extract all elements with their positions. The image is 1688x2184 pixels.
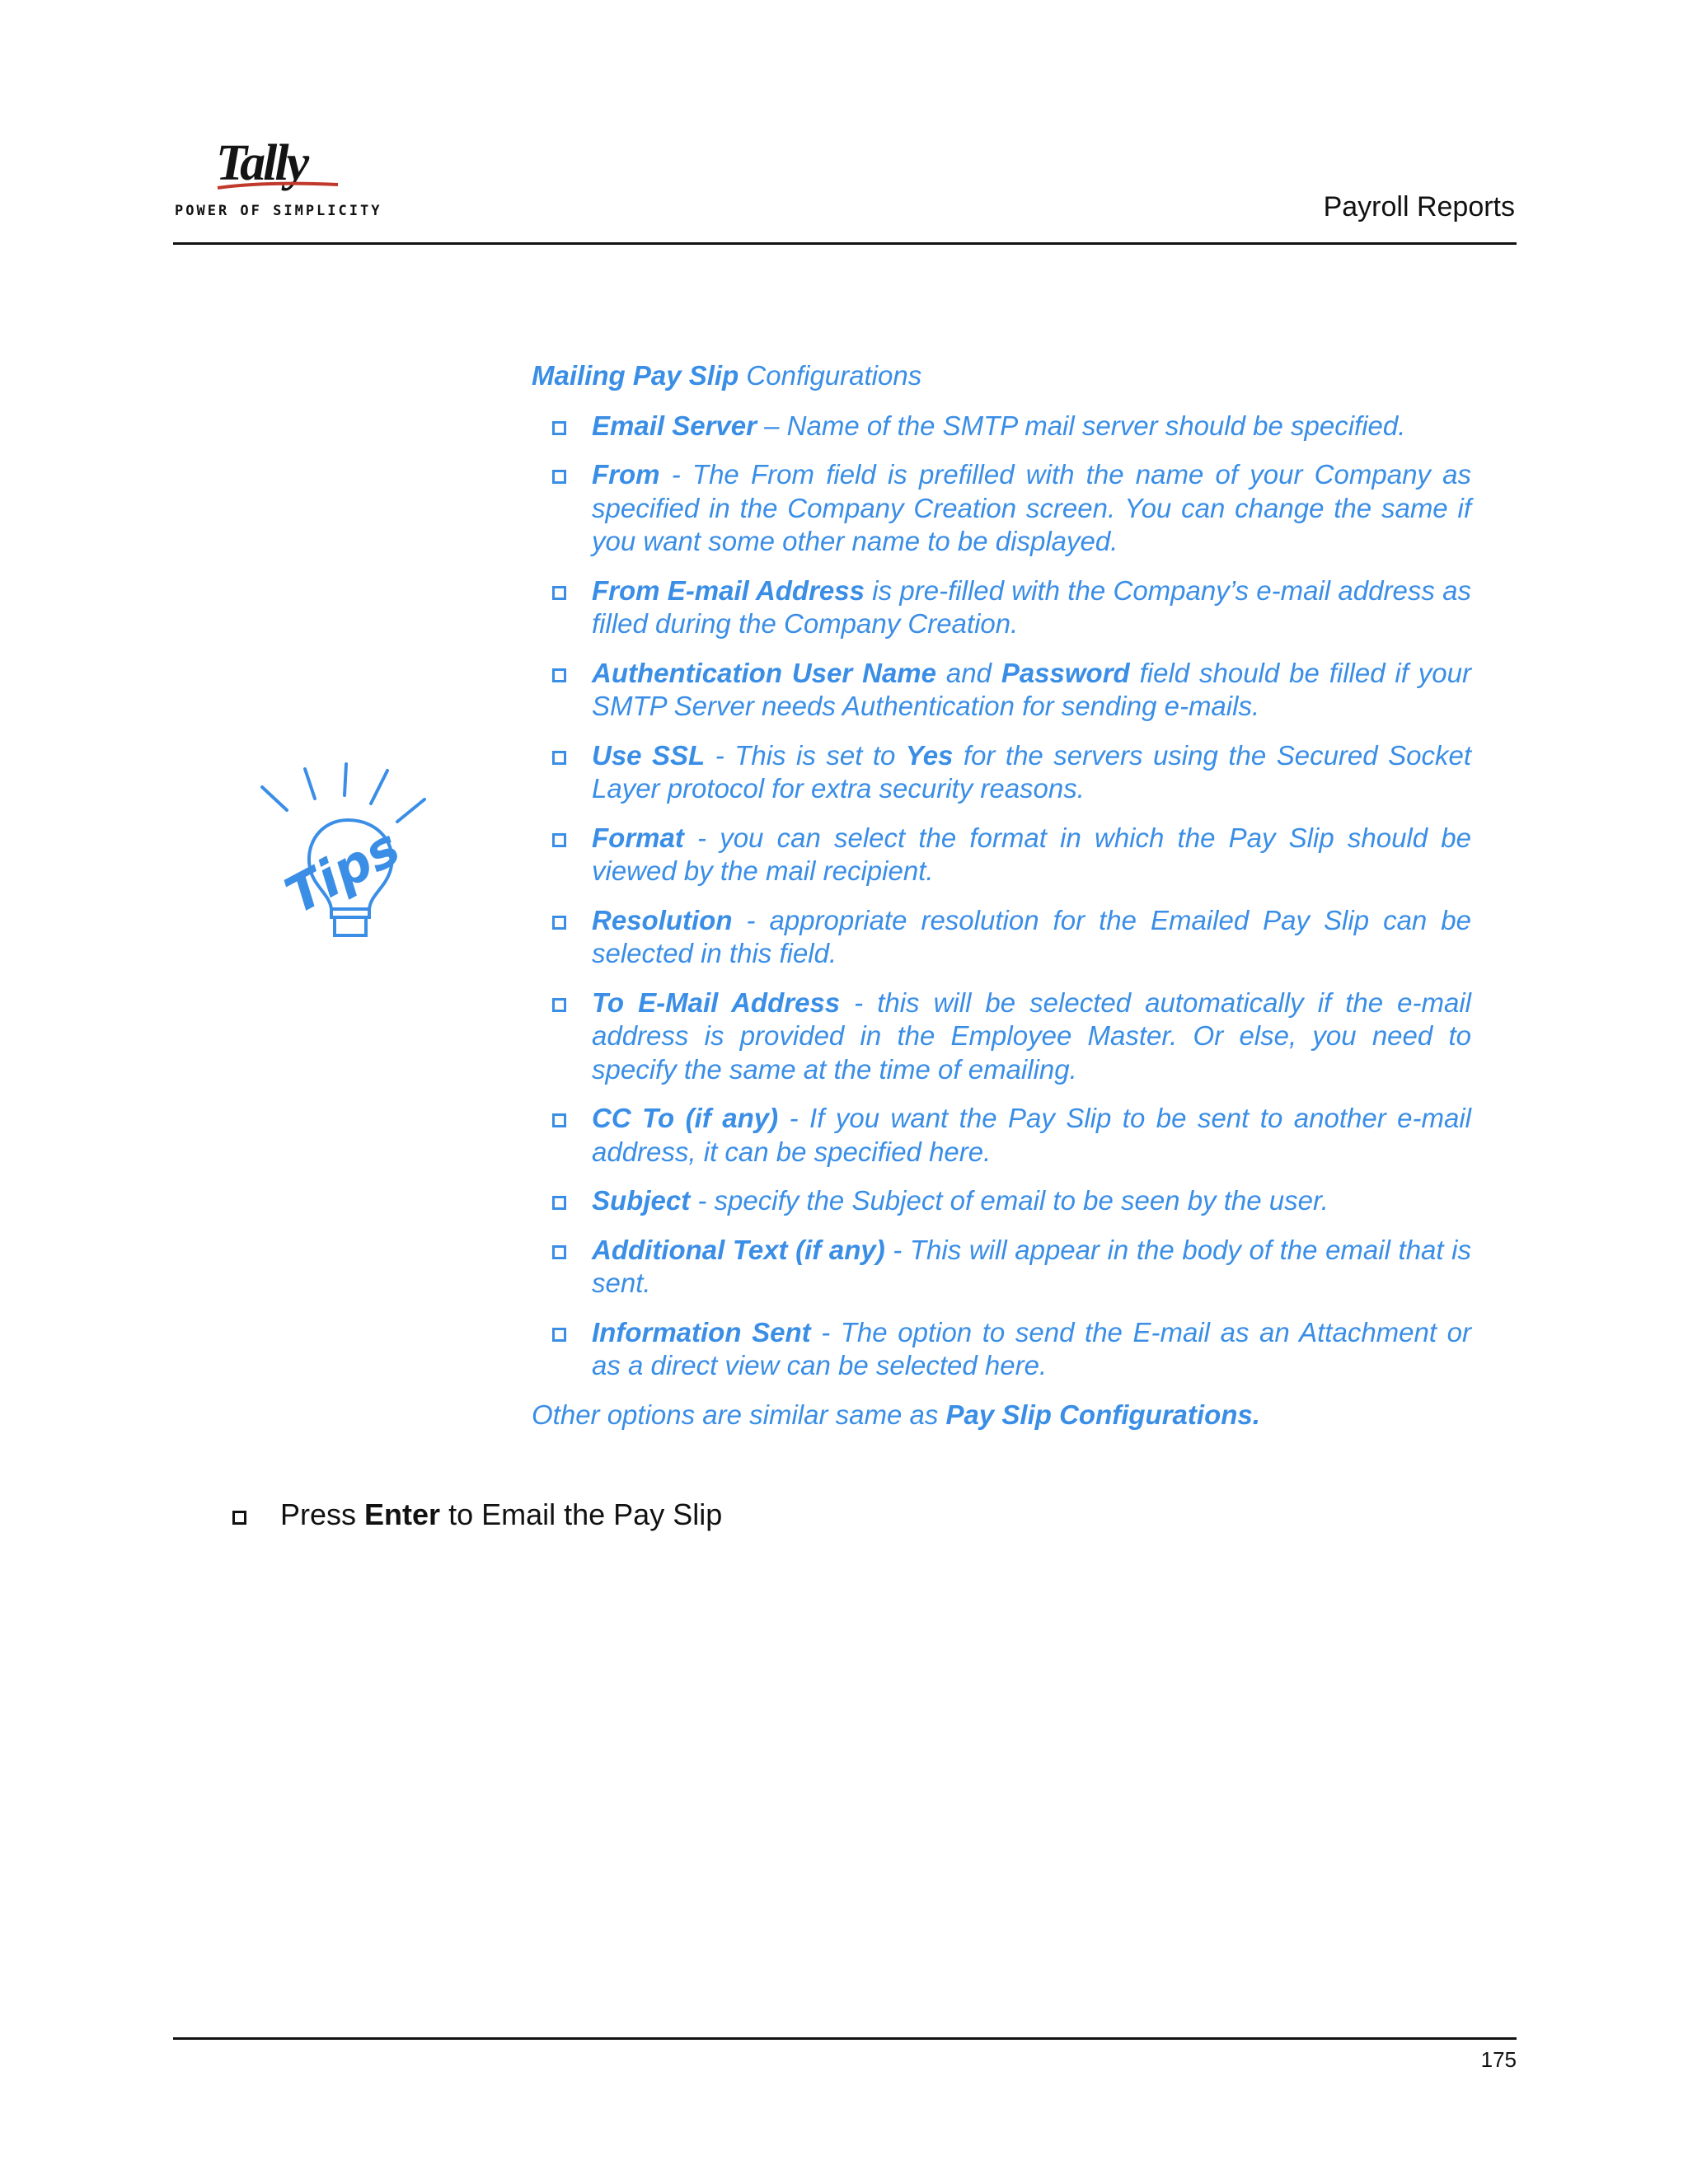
- square-bullet-icon: [552, 470, 566, 484]
- tip-item-desc: - If you want the Pay Slip to be sent to another e-mail address, it can be specified here.: [592, 1103, 1471, 1167]
- logo-tagline: POWER OF SIMPLICITY: [175, 203, 382, 219]
- step-text: [232, 1497, 722, 1531]
- square-bullet-icon: [552, 586, 566, 600]
- tip-item-desc-2: for the servers using the Secured Socket Layer protocol for extra security reasons.: [592, 739, 1472, 804]
- tips-heading: [532, 359, 1471, 393]
- tip-item-term: Use SSL: [592, 739, 706, 771]
- logo-swoosh-icon: [216, 180, 340, 191]
- footer-divider: [173, 2037, 1517, 2040]
- tip-item-desc: - This will appear in the body of the email that is sent.: [592, 1234, 1471, 1298]
- square-bullet-icon: [232, 1511, 246, 1525]
- tip-item-subject: [532, 1184, 1471, 1218]
- tip-item-desc: - specify the Subject of email to be seen by the user.: [690, 1185, 1329, 1216]
- tip-item-additional-text: [532, 1234, 1471, 1301]
- tips-lightbulb-icon: [256, 762, 437, 944]
- tip-item-to-email: [532, 987, 1471, 1087]
- tip-item-term: CC To (if any): [592, 1103, 779, 1133]
- tip-item-desc: - This is set to: [705, 739, 906, 771]
- tip-item-use-ssl: [532, 739, 1471, 806]
- tip-item-desc: - you can select the format in which the Pay Slip should be viewed by the mail recipient.: [592, 822, 1471, 886]
- tip-item-term-2: Password: [1001, 657, 1130, 688]
- tip-item-desc: - The From field is prefilled with the name of your Company as specified in the Company Creation screen. You can change the same if you want some other name to be displayed.: [592, 459, 1471, 556]
- tips-icon-label: Tips: [275, 816, 410, 926]
- tip-item-term: Resolution: [592, 904, 733, 935]
- step-key: Enter: [364, 1497, 441, 1531]
- square-bullet-icon: [552, 833, 566, 847]
- square-bullet-icon: [552, 1328, 566, 1342]
- tip-item-term: Email Server: [592, 410, 757, 441]
- step-suffix: to Email the Pay Slip: [440, 1497, 723, 1531]
- tip-item-format: [532, 822, 1471, 888]
- tip-item-term: From E-mail Address: [592, 574, 865, 606]
- tip-item-term: Format: [592, 822, 684, 853]
- tip-item-desc: - The option to send the E-mail as an Attachment or as a direct view can be selected here.: [592, 1316, 1471, 1380]
- tip-item-term: Subject: [592, 1185, 691, 1216]
- tip-item-desc: - this will be selected automatically if the e-mail address is provided in the Employee Master. Or else, you need to specify the same at the time of emailing.: [592, 987, 1471, 1085]
- tip-item-desc: is pre-filled with the Company’s e-mail address as filled during the Company Creation.: [592, 574, 1471, 639]
- tips-footer-bold: Pay Slip Configurations.: [945, 1399, 1260, 1430]
- tips-heading-rest: Configurations: [738, 360, 922, 391]
- tip-item-information-sent: [532, 1316, 1471, 1383]
- tips-footer-text: Other options are similar same as: [532, 1399, 946, 1430]
- tips-heading-bold: Mailing Pay Slip: [532, 360, 739, 391]
- tip-item-term: To E-Mail Address: [592, 987, 841, 1018]
- tip-item-term: Additional Text (if any): [592, 1234, 885, 1265]
- square-bullet-icon: [552, 421, 566, 435]
- square-bullet-icon: [552, 1245, 566, 1259]
- square-bullet-icon: [552, 1196, 566, 1210]
- tip-item-term: Information Sent: [592, 1316, 811, 1347]
- tips-panel: [532, 359, 1471, 1432]
- tip-item-resolution: [532, 904, 1471, 971]
- tip-item-desc: and: [936, 657, 1001, 688]
- page-header-title: Payroll Reports: [1323, 191, 1515, 223]
- step-press-enter: [232, 1497, 722, 1533]
- tip-item-term: Authentication User Name: [592, 657, 936, 688]
- tips-footer-note: [532, 1399, 1471, 1432]
- square-bullet-icon: [552, 1113, 566, 1127]
- logo-wordmark: Tally: [216, 135, 307, 191]
- tip-item-from: [532, 458, 1471, 559]
- square-bullet-icon: [552, 998, 566, 1012]
- tip-item-desc: - appropriate resolution for the Emailed Pay Slip can be selected in this field.: [592, 904, 1471, 968]
- tip-item-authentication: [532, 657, 1471, 724]
- tip-item-term-2: Yes: [905, 739, 954, 771]
- step-prefix: Press: [280, 1497, 365, 1531]
- header-divider: [173, 242, 1517, 245]
- tip-item-desc: – Name of the SMTP mail server should be specified.: [756, 410, 1406, 441]
- square-bullet-icon: [552, 916, 566, 930]
- tip-item-from-email: [532, 574, 1471, 641]
- square-bullet-icon: [552, 751, 566, 765]
- tip-item-email-server: [532, 410, 1471, 443]
- tip-item-term: From: [592, 459, 660, 490]
- tip-item-cc-to: [532, 1102, 1471, 1169]
- square-bullet-icon: [552, 668, 566, 682]
- page-number: 175: [1480, 2047, 1517, 2072]
- tips-list: [532, 410, 1471, 1383]
- tally-logo: [175, 135, 382, 221]
- tip-item-desc-2: field should be filled if your SMTP Server needs Authentication for sending e-mails.: [592, 657, 1471, 721]
